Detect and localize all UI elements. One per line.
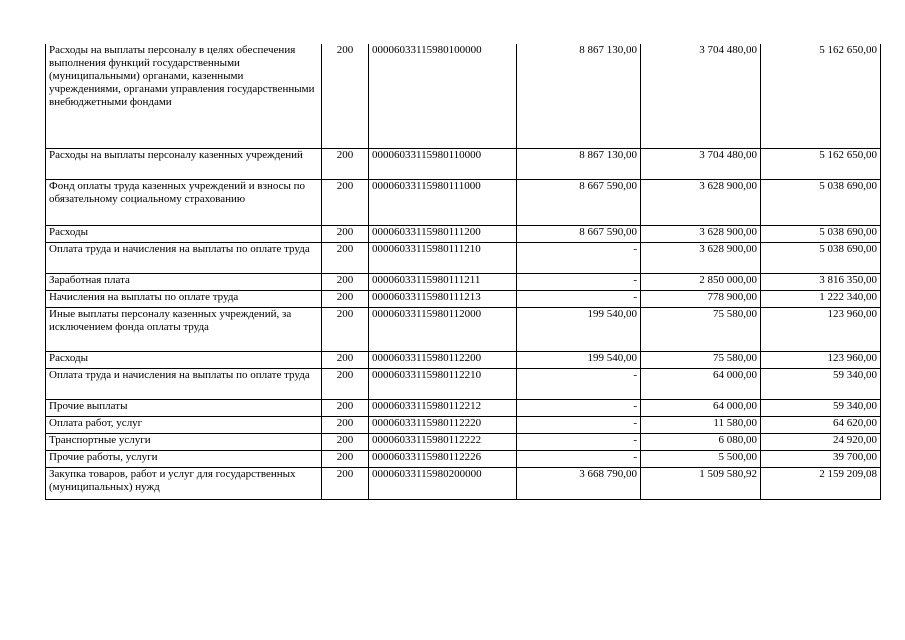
row-plan: 199 540,00 <box>517 307 641 351</box>
row-plan: 8 867 130,00 <box>517 44 641 148</box>
row-kbk: 00006033115980112210 <box>369 368 517 399</box>
row-rest: 24 920,00 <box>761 433 881 450</box>
table-row <box>46 148 881 179</box>
row-code: 200 <box>322 148 369 179</box>
row-code: 200 <box>322 351 369 368</box>
row-code: 200 <box>322 399 369 416</box>
row-exec: 1 509 580,92 <box>641 467 761 499</box>
row-code: 200 <box>322 44 369 148</box>
row-rest: 64 620,00 <box>761 416 881 433</box>
row-plan: 199 540,00 <box>517 351 641 368</box>
table-row <box>46 307 881 351</box>
row-plan: - <box>517 242 641 273</box>
row-exec: 2 850 000,00 <box>641 273 761 290</box>
row-exec: 778 900,00 <box>641 290 761 307</box>
table-row <box>46 433 881 450</box>
row-kbk: 00006033115980112222 <box>369 433 517 450</box>
row-rest: 39 700,00 <box>761 450 881 467</box>
row-name: Оплата работ, услуг <box>46 416 322 433</box>
row-rest: 2 159 209,08 <box>761 467 881 499</box>
row-rest: 5 038 690,00 <box>761 179 881 225</box>
row-name: Иные выплаты персоналу казенных учреждений, за исключением фонда оплаты труда <box>46 307 322 351</box>
row-kbk: 00006033115980100000 <box>369 44 517 148</box>
row-code: 200 <box>322 273 369 290</box>
row-plan: - <box>517 273 641 290</box>
row-rest: 1 222 340,00 <box>761 290 881 307</box>
row-name: Расходы на выплаты персоналу в целях обеспечения выполнения функций государственными (муниципальными) органами, казенными учреждениями, органами управления государственными внебюджетными фондами <box>46 44 322 148</box>
table-row <box>46 467 881 499</box>
row-plan: - <box>517 399 641 416</box>
row-exec: 64 000,00 <box>641 368 761 399</box>
row-exec: 3 704 480,00 <box>641 44 761 148</box>
row-name: Фонд оплаты труда казенных учреждений и взносы по обязательному социальному страхованию <box>46 179 322 225</box>
budget-execution-table <box>45 44 881 500</box>
row-rest: 5 162 650,00 <box>761 148 881 179</box>
row-kbk: 00006033115980112220 <box>369 416 517 433</box>
table-row <box>46 225 881 242</box>
row-rest: 5 038 690,00 <box>761 225 881 242</box>
row-exec: 5 500,00 <box>641 450 761 467</box>
row-plan: 8 867 130,00 <box>517 148 641 179</box>
row-rest: 5 038 690,00 <box>761 242 881 273</box>
row-name: Закупка товаров, работ и услуг для государственных (муниципальных) нужд <box>46 467 322 499</box>
table-row <box>46 368 881 399</box>
row-plan: - <box>517 290 641 307</box>
row-plan: - <box>517 368 641 399</box>
row-plan: 8 667 590,00 <box>517 225 641 242</box>
row-plan: - <box>517 450 641 467</box>
row-plan: - <box>517 433 641 450</box>
row-name: Начисления на выплаты по оплате труда <box>46 290 322 307</box>
row-code: 200 <box>322 307 369 351</box>
row-kbk: 00006033115980110000 <box>369 148 517 179</box>
row-name: Транспортные услуги <box>46 433 322 450</box>
row-kbk: 00006033115980111000 <box>369 179 517 225</box>
row-exec: 64 000,00 <box>641 399 761 416</box>
row-name: Прочие работы, услуги <box>46 450 322 467</box>
row-rest: 59 340,00 <box>761 399 881 416</box>
row-name: Заработная плата <box>46 273 322 290</box>
row-name: Оплата труда и начисления на выплаты по оплате труда <box>46 242 322 273</box>
row-rest: 123 960,00 <box>761 307 881 351</box>
row-rest: 59 340,00 <box>761 368 881 399</box>
row-code: 200 <box>322 368 369 399</box>
row-kbk: 00006033115980200000 <box>369 467 517 499</box>
table-row <box>46 44 881 148</box>
row-code: 200 <box>322 179 369 225</box>
row-exec: 3 628 900,00 <box>641 225 761 242</box>
row-code: 200 <box>322 225 369 242</box>
row-kbk: 00006033115980111211 <box>369 273 517 290</box>
table-row <box>46 416 881 433</box>
row-code: 200 <box>322 450 369 467</box>
row-exec: 11 580,00 <box>641 416 761 433</box>
row-exec: 75 580,00 <box>641 307 761 351</box>
row-code: 200 <box>322 290 369 307</box>
table-row <box>46 399 881 416</box>
row-code: 200 <box>322 242 369 273</box>
row-exec: 3 628 900,00 <box>641 179 761 225</box>
row-rest: 5 162 650,00 <box>761 44 881 148</box>
row-kbk: 00006033115980111200 <box>369 225 517 242</box>
row-name: Расходы <box>46 351 322 368</box>
row-kbk: 00006033115980111213 <box>369 290 517 307</box>
table-row <box>46 273 881 290</box>
row-code: 200 <box>322 467 369 499</box>
row-name: Прочие выплаты <box>46 399 322 416</box>
row-exec: 6 080,00 <box>641 433 761 450</box>
row-plan: - <box>517 416 641 433</box>
row-name: Расходы на выплаты персоналу казенных учреждений <box>46 148 322 179</box>
table-row <box>46 179 881 225</box>
row-kbk: 00006033115980112200 <box>369 351 517 368</box>
row-plan: 8 667 590,00 <box>517 179 641 225</box>
row-exec: 3 628 900,00 <box>641 242 761 273</box>
row-rest: 123 960,00 <box>761 351 881 368</box>
row-code: 200 <box>322 433 369 450</box>
row-name: Расходы <box>46 225 322 242</box>
table-row <box>46 351 881 368</box>
row-exec: 75 580,00 <box>641 351 761 368</box>
row-kbk: 00006033115980112226 <box>369 450 517 467</box>
row-code: 200 <box>322 416 369 433</box>
row-rest: 3 816 350,00 <box>761 273 881 290</box>
table-row <box>46 242 881 273</box>
row-name: Оплата труда и начисления на выплаты по оплате труда <box>46 368 322 399</box>
table-row <box>46 450 881 467</box>
table-row <box>46 290 881 307</box>
row-kbk: 00006033115980111210 <box>369 242 517 273</box>
row-exec: 3 704 480,00 <box>641 148 761 179</box>
row-kbk: 00006033115980112212 <box>369 399 517 416</box>
row-kbk: 00006033115980112000 <box>369 307 517 351</box>
row-plan: 3 668 790,00 <box>517 467 641 499</box>
